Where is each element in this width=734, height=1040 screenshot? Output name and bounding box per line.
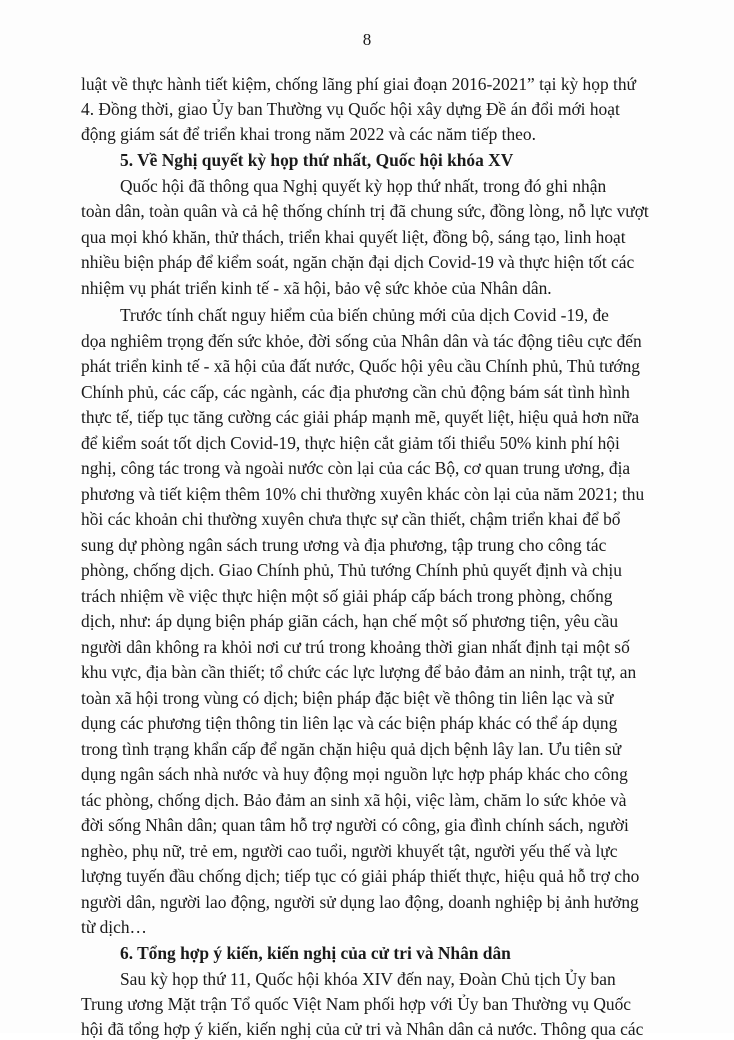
body-line: đời sống Nhân dân; quan tâm hỗ trợ người có công, gia đình chính sách, người <box>81 815 629 835</box>
body-line: từ dịch… <box>81 917 147 937</box>
body-line: dịch, như: áp dụng biện pháp giãn cách, hạn chế một số phương tiện, yêu cầu <box>81 611 619 631</box>
body-line: Trung ương Mặt trận Tổ quốc Việt Nam phối hợp với Ủy ban Thường vụ Quốc <box>81 994 632 1014</box>
body-line: hồi các khoản chi thường xuyên chưa thực sự cần thiết, chậm triển khai để bổ <box>81 509 621 529</box>
body-line: Quốc hội đã thông qua Nghị quyết kỳ họp thứ nhất, trong đó ghi nhận <box>120 176 607 196</box>
body-line: dụng các phương tiện thông tin liên lạc và các biện pháp khác có thể áp dụng <box>81 713 618 733</box>
body-line: trong tình trạng khẩn cấp để ngăn chặn hiệu quả dịch bệnh lây lan. Ưu tiên sử <box>81 739 622 759</box>
body-line: qua mọi khó khăn, thử thách, triển khai quyết liệt, đồng bộ, sáng tạo, linh hoạt <box>81 227 626 247</box>
section-heading-6: 6. Tổng hợp ý kiến, kiến nghị của cử tri và Nhân dân <box>120 943 511 963</box>
body-line: nhiều biện pháp để kiểm soát, ngăn chặn đại dịch Covid-19 và thực hiện tốt các <box>81 252 635 272</box>
body-line: dọa nghiêm trọng đến sức khỏe, đời sống của Nhân dân và tác động tiêu cực đến <box>81 331 642 351</box>
body-line: người dân, người lao động, người sử dụng lao động, doanh nghiệp bị ảnh hưởng <box>81 892 639 912</box>
body-line: thực tế, tiếp tục tăng cường các giải pháp mạnh mẽ, quyết liệt, hiệu quả hơn nữa <box>81 407 640 427</box>
body-line: nghèo, phụ nữ, trẻ em, người cao tuổi, người khuyết tật, người yếu thế và lực <box>81 841 618 861</box>
body-line: luật về thực hành tiết kiệm, chống lãng phí giai đoạn 2016-2021” tại kỳ họp thứ <box>81 74 636 94</box>
body-line: 4. Đồng thời, giao Ủy ban Thường vụ Quốc hội xây dựng Đề án đổi mới hoạt <box>81 99 620 119</box>
body-line: phát triển kinh tế - xã hội của đất nước, Quốc hội yêu cầu Chính phủ, Thủ tướng <box>81 356 641 376</box>
body-line: Trước tính chất nguy hiểm của biến chủng mới của dịch Covid -19, đe <box>120 305 609 325</box>
body-line: trách nhiệm về việc thực hiện một số giải pháp cấp bách trong phòng, chống <box>81 586 613 606</box>
body-line: động giám sát để triển khai trong năm 2022 và các năm tiếp theo. <box>81 124 536 144</box>
body-line: nghị, công tác trong và ngoài nước còn lại của các Bộ, cơ quan trung ương, địa <box>81 458 631 478</box>
page-number: 8 <box>362 30 372 49</box>
body-line: phương và tiết kiệm thêm 10% chi thường xuyên khác còn lại của năm 2021; thu <box>81 484 645 504</box>
body-line: toàn xã hội trong vùng có dịch; biện pháp đặc biệt về thông tin liên lạc và sử <box>81 688 614 708</box>
body-line: người dân không ra khỏi nơi cư trú trong khoảng thời gian nhất định tại một số <box>81 637 630 657</box>
body-line: sung dự phòng ngân sách trung ương và địa phương, tập trung cho công tác <box>81 535 607 555</box>
body-line: toàn dân, toàn quân và cả hệ thống chính trị đã chung sức, đồng lòng, nỗ lực vượt <box>81 201 649 221</box>
body-line: nhiệm vụ phát triển kinh tế - xã hội, bảo vệ sức khỏe của Nhân dân. <box>81 278 552 298</box>
body-line: phòng, chống dịch. Giao Chính phủ, Thủ tướng Chính phủ quyết định và chịu <box>81 560 622 580</box>
body-line: tác phòng, chống dịch. Bảo đảm an sinh xã hội, việc làm, chăm lo sức khỏe và <box>81 790 627 810</box>
body-line: khu vực, địa bàn cần thiết; tổ chức các lực lượng để bảo đảm an ninh, trật tự, an <box>81 662 637 682</box>
body-line: hội đã tổng hợp ý kiến, kiến nghị của cử tri và Nhân dân cả nước. Thông qua các <box>81 1019 644 1039</box>
body-line: để kiểm soát tốt dịch Covid-19, thực hiện cắt giảm tối thiểu 50% kinh phí hội <box>81 433 620 453</box>
body-line: Chính phủ, các cấp, các ngành, các địa phương cần chủ động bám sát tình hình <box>81 382 630 402</box>
body-line: lượng tuyến đầu chống dịch; tiếp tục có giải pháp thiết thực, hiệu quả hỗ trợ cho <box>81 866 640 886</box>
body-line: Sau kỳ họp thứ 11, Quốc hội khóa XIV đến nay, Đoàn Chủ tịch Ủy ban <box>120 969 616 989</box>
section-heading-5: 5. Về Nghị quyết kỳ họp thứ nhất, Quốc hội khóa XV <box>120 150 514 170</box>
body-line: dụng ngân sách nhà nước và huy động mọi nguồn lực hợp pháp khác cho công <box>81 764 628 784</box>
